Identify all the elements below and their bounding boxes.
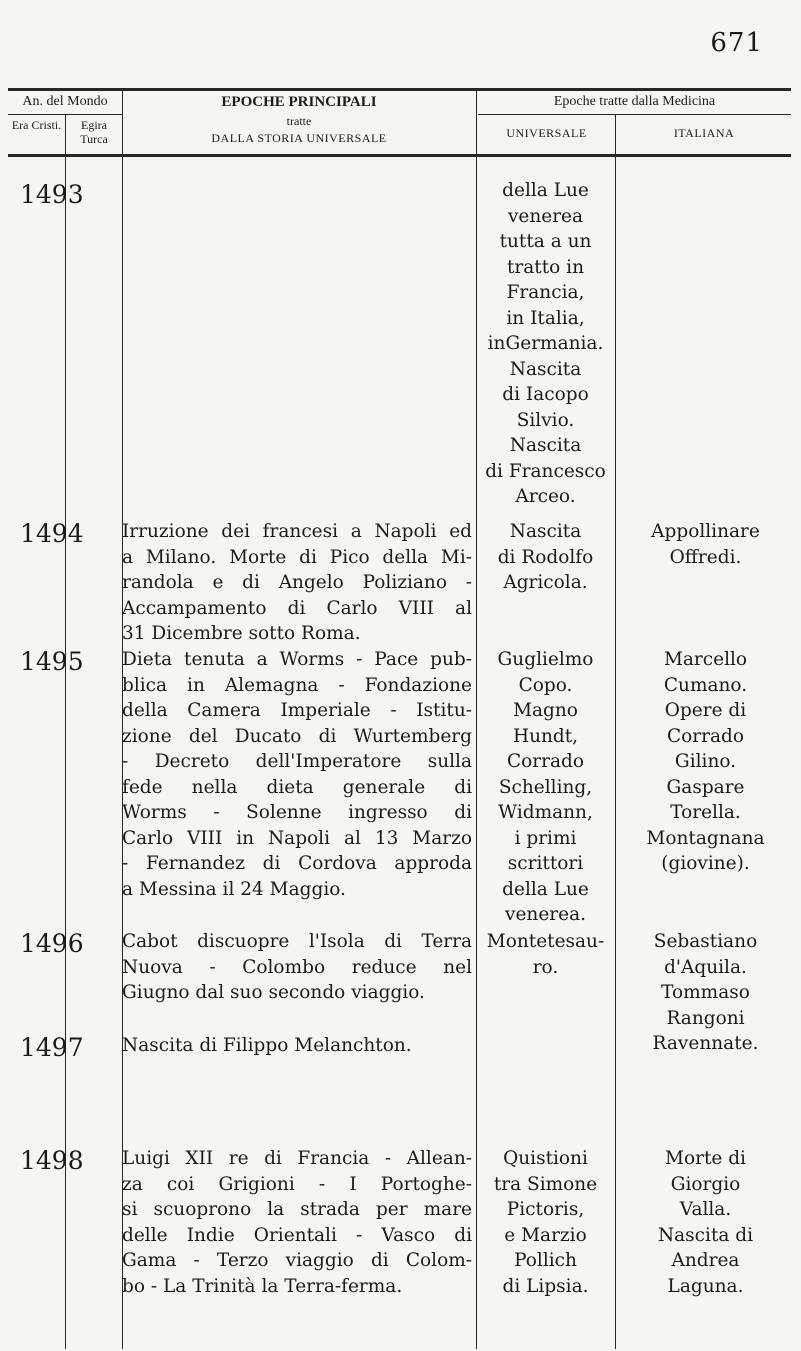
year-1496: 1496 xyxy=(20,929,84,958)
text-line: venerea xyxy=(507,205,584,227)
text-line: za coi Grigioni - I Portoghe- xyxy=(122,1173,472,1195)
text-line: Nascita xyxy=(509,358,582,380)
year-1493: 1493 xyxy=(20,180,84,209)
text-line: a Milano. Morte di Pico della Mi- xyxy=(122,546,472,568)
text-line: fede nella dieta generale di xyxy=(122,776,472,798)
universale-1493 xyxy=(478,178,613,510)
events-1497 xyxy=(122,1033,472,1059)
page-number: 671 xyxy=(710,28,763,58)
text-line: Widmann, xyxy=(498,802,593,823)
text-line: Worms - Solenne ingresso di xyxy=(122,802,472,823)
text-line: Montagnana xyxy=(646,827,765,849)
text-line: Irruzione dei francesi a Napoli ed xyxy=(122,521,472,542)
header-years: An. del Mondo xyxy=(22,94,108,109)
text-line: (giovine). xyxy=(661,853,750,874)
text-line: Cabot discuopre l'Isola di Terra xyxy=(122,931,472,952)
text-line: e Marzio xyxy=(504,1224,587,1246)
text-line: Gilino. xyxy=(674,751,737,772)
header-egira: Egira Turca xyxy=(80,118,108,146)
text-line: bo - La Trinità la Terra-ferma. xyxy=(122,1275,403,1297)
text-line: Nascita xyxy=(509,435,582,456)
text-line: Rangoni xyxy=(666,1007,745,1029)
text-line: Giugno dal suo secondo viaggio. xyxy=(122,982,425,1003)
text-line: Giorgio xyxy=(670,1173,741,1195)
text-line: Gama - Terzo viaggio di Colom- xyxy=(122,1250,472,1271)
text-line: Nascita xyxy=(509,521,582,542)
text-line: Montetesau- xyxy=(486,931,605,952)
text-line: Cumano. xyxy=(663,674,748,696)
text-line: Magno xyxy=(513,700,578,721)
text-line: - Fernandez di Cordova approda xyxy=(122,853,472,874)
text-line: scrittori xyxy=(507,853,584,874)
text-line: della Lue xyxy=(502,878,589,900)
text-line: blica in Alemagna - Fondazione xyxy=(122,674,472,696)
text-line: Copo. xyxy=(518,674,573,696)
header-medicine-rule xyxy=(478,114,791,115)
header-universale: UNIVERSALE xyxy=(506,126,587,140)
text-line: si scuoprono la strada per mare xyxy=(122,1199,472,1220)
text-line: Offredi. xyxy=(669,546,742,568)
text-line: Nascita di Filippo Melanchton. xyxy=(122,1035,412,1056)
text-line: a Messina il 24 Maggio. xyxy=(122,878,346,900)
text-line: Silvio. xyxy=(516,409,575,431)
text-line: Hundt, xyxy=(512,725,579,747)
text-line: Marcello xyxy=(663,649,748,670)
header-epochs-title: EPOCHE PRINCIPALI xyxy=(221,94,377,110)
text-line: tutta a un xyxy=(499,231,592,252)
text-line: tra Simone xyxy=(493,1173,598,1195)
text-line: della Lue xyxy=(502,180,589,201)
italiana-1496 xyxy=(618,929,793,1057)
header-bottom-rule xyxy=(8,154,791,157)
events-1495 xyxy=(122,647,472,902)
text-line: Nuova - Colombo reduce nel xyxy=(122,956,472,978)
text-line: Pictoris, xyxy=(506,1199,585,1220)
year-1498: 1498 xyxy=(20,1146,84,1175)
italiana-1494 xyxy=(618,519,793,570)
text-line: Guglielmo xyxy=(497,649,594,670)
text-line: Andrea xyxy=(671,1250,740,1271)
text-line: Arceo. xyxy=(515,486,576,507)
text-line: Laguna. xyxy=(667,1275,744,1297)
text-line: zione del Ducato di Wurtemberg xyxy=(122,725,472,747)
events-1496 xyxy=(122,929,472,1006)
text-line: Opere di xyxy=(664,700,747,721)
text-line: Sebastiano xyxy=(653,931,758,952)
events-1498 xyxy=(122,1146,472,1299)
text-line: i primi xyxy=(514,827,577,849)
header-italiana: ITALIANA xyxy=(673,126,735,140)
text-line: di Francesco xyxy=(485,460,606,482)
text-line: di Lipsia. xyxy=(502,1275,589,1297)
text-line: Accampamento di Carlo VIII al xyxy=(122,597,472,619)
universale-1494 xyxy=(478,519,613,596)
text-line: Pollich xyxy=(514,1250,577,1271)
italiana-1498 xyxy=(618,1146,793,1299)
header-medicine: Epoche tratte dalla Medicina xyxy=(553,94,716,109)
universale-1498 xyxy=(478,1146,613,1299)
text-line: Agricola. xyxy=(503,572,588,593)
text-line: inGermania. xyxy=(487,333,604,354)
text-line: Morte di xyxy=(665,1148,746,1169)
header-top-rule xyxy=(8,88,791,91)
text-line: Valla. xyxy=(679,1199,732,1220)
rule-universale-italiana xyxy=(615,114,616,1349)
year-1494: 1494 xyxy=(20,519,84,548)
text-line: della Camera Imperiale - Istitu- xyxy=(122,700,472,721)
text-line: Appollinare xyxy=(651,521,760,542)
text-line: randola e di Angelo Poliziano - xyxy=(122,572,472,593)
text-line: Gaspare xyxy=(666,776,745,798)
header-epochs-sub2: DALLA STORIA UNIVERSALE xyxy=(211,131,387,145)
text-line: Quistioni xyxy=(503,1148,588,1169)
text-line: Corrado xyxy=(667,725,744,747)
text-line: delle Indie Orientali - Vasco di xyxy=(122,1224,472,1246)
text-line: venerea. xyxy=(505,904,586,925)
text-line: ro. xyxy=(532,956,559,978)
text-line: Torella. xyxy=(670,802,741,823)
events-1494 xyxy=(122,519,472,647)
text-line: Luigi XII re di Francia - Allean- xyxy=(122,1148,472,1169)
text-line: Schelling, xyxy=(498,776,593,798)
italiana-1495 xyxy=(618,647,793,877)
year-1497: 1497 xyxy=(20,1033,84,1062)
year-1495: 1495 xyxy=(20,647,84,676)
text-line: di Iacopo xyxy=(502,384,589,405)
text-line: in Italia, xyxy=(506,307,585,329)
text-line: - Decreto dell'Imperatore sulla xyxy=(122,751,472,772)
header-epochs-sub1: tratte xyxy=(286,114,312,128)
text-line: d'Aquila. xyxy=(664,956,747,978)
text-line: Corrado xyxy=(507,751,584,772)
text-line: Carlo VIII in Napoli al 13 Marzo xyxy=(122,827,472,849)
text-line: 31 Dicembre sotto Roma. xyxy=(122,623,361,644)
text-line: Francia, xyxy=(506,282,585,303)
text-line: Dieta tenuta a Worms - Pace pub- xyxy=(122,649,472,670)
text-line: tratto in xyxy=(506,256,585,278)
rule-epochs-medicine xyxy=(476,90,477,1349)
universale-1495 xyxy=(478,647,613,928)
text-line: Nascita di xyxy=(657,1224,754,1246)
universale-1496 xyxy=(478,929,613,980)
header-era: Era Cristi. xyxy=(11,118,62,132)
text-line: Ravennate. xyxy=(652,1033,759,1054)
text-line: Tommaso xyxy=(661,982,750,1003)
text-line: di Rodolfo xyxy=(497,546,594,568)
